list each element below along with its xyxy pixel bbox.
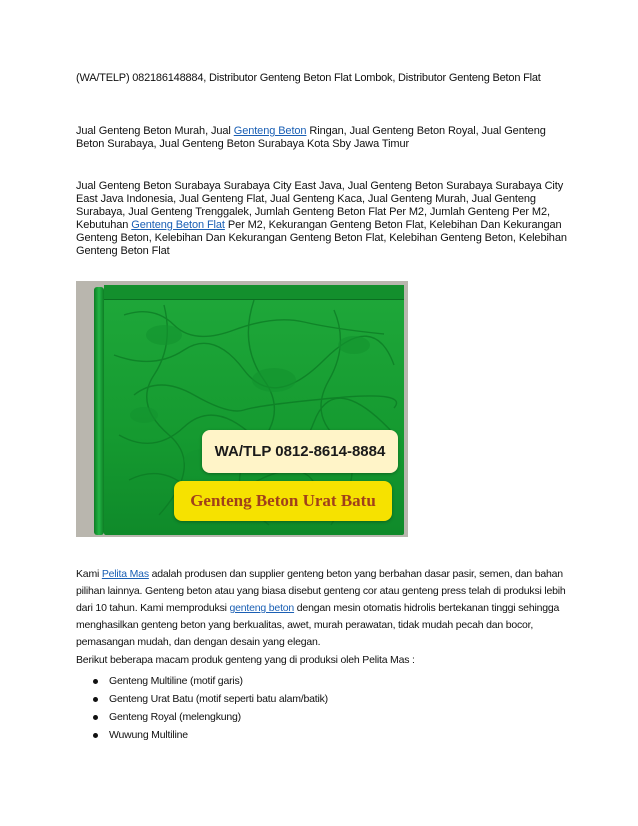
link-genteng-beton[interactable]: Genteng Beton xyxy=(233,125,307,137)
paragraph-intro xyxy=(76,125,576,151)
paragraph-text: Jual Genteng Beton Surabaya Surabaya City East Java, Jual Genteng Beton Surabaya Surabaya City East Java Indonesia, Jual Genteng Flat, Jual Genteng Kaca, Jual Genteng Murah, Jual Genteng Surabaya, Jual Genteng Trenggalek, Jumlah Genteng Beton Flat Per M2, Jumlah Genteng Per M2, Kebutuhan xyxy=(76,180,564,231)
bullet-icon xyxy=(93,715,98,720)
list-item-label: Genteng Urat Batu (motif seperti batu alam/batik) xyxy=(109,693,328,705)
paragraph-text: adalah produsen dan supplier genteng beton yang berbahan dasar pasir, semen, dan bahan pilihan lainnya. Genteng beton atau yang biasa disebut genteng cor atau genteng press telah di produksi lebih dari 10 tahun. Kami memproduksi xyxy=(76,568,566,614)
paragraph-company xyxy=(76,566,576,651)
paragraph-text: Jual Genteng Beton Murah, Jual xyxy=(76,125,234,137)
tile-ridge xyxy=(94,287,104,535)
list-item xyxy=(76,726,328,744)
product-list xyxy=(76,672,328,744)
list-item xyxy=(76,672,328,690)
paragraph-text: Per M2, Kekurangan Genteng Beton Flat, Kelebihan Dan Kekurangan Genteng Beton, Kelebihan Dan Kekurangan Genteng Beton Flat, Kelebihan Genteng Beton, Kelebihan Genteng Beton Flat xyxy=(76,219,567,257)
product-photo xyxy=(76,281,408,537)
list-item-label: Genteng Royal (melengkung) xyxy=(109,711,241,723)
tile-top-edge xyxy=(104,285,404,300)
paragraph-text: Kami xyxy=(76,568,102,580)
page-title: (WA/TELP) 082186148884, Distributor Genteng Beton Flat Lombok, Distributor Genteng Beton Flat xyxy=(76,72,541,84)
paragraph-text: Ringan, Jual Genteng Beton Royal, Jual Genteng Beton Surabaya, Jual Genteng Beton Surabaya Kota Sby Jawa Timur xyxy=(76,125,546,150)
paragraph-keywords xyxy=(76,180,576,258)
bullet-icon xyxy=(93,733,98,738)
bullet-icon xyxy=(93,697,98,702)
list-item-label: Wuwung Multiline xyxy=(109,729,188,741)
product-banner: Genteng Beton Urat Batu xyxy=(174,481,392,521)
paragraph-text: dengan mesin otomatis hidrolis bertekanan tinggi sehingga menghasilkan genteng beton yang berkualitas, awet, murah perawatan, tidak mudah pecah dan bocor, pemasangan mudah, dan dengan desain yang elegan. xyxy=(76,602,560,648)
list-item-label: Genteng Multiline (motif garis) xyxy=(109,675,243,687)
paragraph-products-intro: Berikut beberapa macam produk genteng yang di produksi oleh Pelita Mas : xyxy=(76,654,415,666)
bullet-icon xyxy=(93,679,98,684)
list-item xyxy=(76,690,328,708)
link-pelita-mas[interactable]: Pelita Mas xyxy=(101,568,149,580)
link-genteng-beton-flat[interactable]: Genteng Beton Flat xyxy=(131,219,225,231)
phone-banner: WA/TLP 0812-8614-8884 xyxy=(202,430,398,473)
link-genteng-beton-2[interactable]: genteng beton xyxy=(229,602,295,614)
list-item xyxy=(76,708,328,726)
